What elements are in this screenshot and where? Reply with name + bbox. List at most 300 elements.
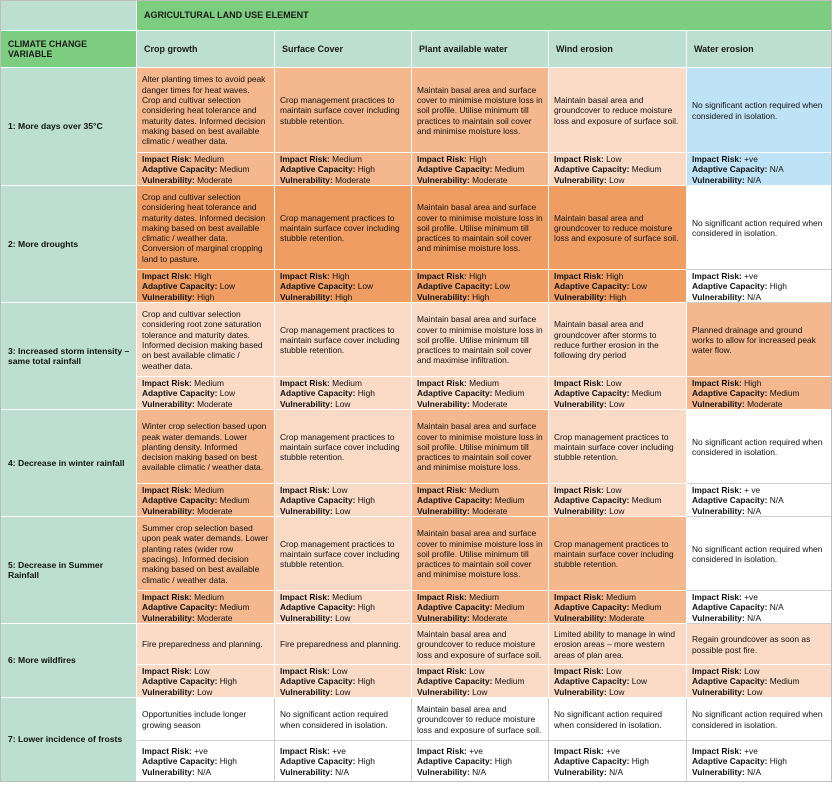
column-header-text: Water erosion [694, 43, 754, 54]
impact-risk-label: Impact Risk: [417, 746, 467, 757]
impact-risk-line [280, 154, 406, 164]
risk-rating-cell [687, 665, 832, 698]
corner-blank [0, 0, 137, 31]
impact-risk-label: Impact Risk: [692, 666, 742, 677]
adaptive-capacity-value: Low [631, 281, 648, 292]
impact-risk-line [142, 592, 269, 602]
adaptive-capacity-line [280, 164, 406, 174]
adaptation-action-cell [412, 698, 549, 741]
vulnerability-value: Moderate [609, 612, 645, 623]
adaptation-action-text: Maintain basal area and groundcover after storms to reduce further erosion in the following dry period [554, 319, 659, 361]
impact-risk-line [417, 378, 543, 388]
impact-risk-label: Impact Risk: [142, 271, 192, 282]
adaptive-capacity-label: Adaptive Capacity: [417, 388, 493, 399]
risk-rating-cell [549, 270, 687, 303]
vulnerability-line [280, 175, 406, 185]
vulnerability-value: N/A [747, 612, 762, 623]
adaptation-action-text: Alter planting times to avoid peak danger times for heat waves. Crop and cultivar selection considering heat tolerance and maturity dates. Informed decision making based on best available climatic / weather data. [142, 74, 266, 147]
adaptation-action-cell [549, 698, 687, 741]
vulnerability-value: Moderate [472, 174, 508, 185]
column-header [549, 31, 687, 68]
adaptive-capacity-line [417, 164, 543, 174]
adaptation-action-text: Crop management practices to maintain surface cover including stubble retention. [280, 212, 400, 244]
adaptive-capacity-line [692, 676, 826, 686]
adaptive-capacity-value: High [219, 676, 237, 687]
risk-rating-cell [275, 741, 412, 782]
impact-risk-label: Impact Risk: [280, 271, 330, 282]
vulnerability-line [280, 506, 406, 516]
adaptation-action-text: Crop management practices to maintain surface cover including stubble retention. [554, 431, 674, 463]
risk-rating-cell [412, 377, 549, 410]
adaptation-action-cell [412, 517, 549, 591]
adaptive-capacity-label: Adaptive Capacity: [417, 281, 493, 292]
risk-rating-cell [412, 591, 549, 624]
impact-risk-value: Low [606, 154, 622, 165]
climate-variable-cell [0, 624, 137, 698]
adaptation-action-text: Planned drainage and ground works to allow for increased peak water flow. [692, 324, 816, 356]
vulnerability-label: Vulnerability: [692, 398, 745, 409]
adaptive-capacity-label: Adaptive Capacity: [142, 164, 218, 175]
impact-risk-label: Impact Risk: [417, 154, 467, 165]
adaptive-capacity-label: Adaptive Capacity: [692, 164, 768, 175]
vulnerability-label: Vulnerability: [280, 766, 333, 777]
adaptive-capacity-line [692, 164, 826, 174]
adaptive-capacity-value: Medium [631, 602, 662, 613]
adaptation-action-cell [687, 68, 832, 153]
impact-risk-label: Impact Risk: [280, 746, 330, 757]
adaptive-capacity-line [554, 164, 681, 174]
impact-risk-line [554, 746, 681, 756]
adaptive-capacity-value: Medium [494, 602, 525, 613]
vulnerability-value: Low [747, 686, 763, 697]
impact-risk-line [554, 592, 681, 602]
vulnerability-label: Vulnerability: [554, 398, 607, 409]
variable-column-header-text: CLIMATE CHANGE VARIABLE [8, 38, 88, 59]
vulnerability-value: N/A [472, 766, 487, 777]
adaptation-action-text: Maintain basal area and surface cover to minimise moisture loss in soil profile. Utilise minimum till practices to maintain soil cover and minimise moisture loss. [417, 84, 543, 136]
adaptation-action-cell [549, 303, 687, 377]
risk-rating-cell [687, 484, 832, 517]
vulnerability-label: Vulnerability: [692, 612, 745, 623]
vulnerability-label: Vulnerability: [142, 505, 195, 516]
adaptation-action-cell [687, 186, 832, 270]
vulnerability-label: Vulnerability: [417, 505, 470, 516]
adaptive-capacity-line [142, 281, 269, 291]
adaptive-capacity-line [692, 756, 826, 766]
adaptive-capacity-value: High [357, 756, 375, 767]
impact-risk-line [417, 666, 543, 676]
vulnerability-value: Moderate [472, 398, 508, 409]
vulnerability-label: Vulnerability: [280, 686, 333, 697]
adaptive-capacity-line [280, 281, 406, 291]
vulnerability-value: High [335, 291, 353, 302]
impact-risk-value: +ve [744, 592, 758, 603]
impact-risk-line [692, 746, 826, 756]
adaptive-capacity-label: Adaptive Capacity: [692, 756, 768, 767]
column-header [137, 31, 275, 68]
impact-risk-label: Impact Risk: [554, 154, 604, 165]
adaptation-action-text: Crop and cultivar selection considering heat tolerance and maturity dates. Informed decision making based on best available climatic / weather data. Conversion of marginal cropping land to pasture. [142, 191, 266, 264]
adaptation-action-cell [275, 186, 412, 270]
adaptive-capacity-line [142, 388, 269, 398]
impact-risk-line [280, 592, 406, 602]
vulnerability-label: Vulnerability: [280, 505, 333, 516]
adaptation-action-cell [412, 410, 549, 484]
risk-rating-cell [137, 591, 275, 624]
adaptive-capacity-value: Low [357, 281, 374, 292]
adaptive-capacity-value: Low [494, 281, 511, 292]
vulnerability-label: Vulnerability: [554, 766, 607, 777]
adaptive-capacity-label: Adaptive Capacity: [554, 388, 630, 399]
impact-risk-label: Impact Risk: [280, 592, 330, 603]
vulnerability-value: Low [609, 398, 625, 409]
vulnerability-label: Vulnerability: [280, 174, 333, 185]
adaptive-capacity-value: High [219, 756, 237, 767]
adaptation-action-text: No significant action required when considered in isolation. [692, 709, 823, 730]
element-title-text: AGRICULTURAL LAND USE ELEMENT [144, 9, 309, 20]
vulnerability-line [142, 175, 269, 185]
adaptive-capacity-label: Adaptive Capacity: [554, 281, 630, 292]
risk-rating-cell [549, 484, 687, 517]
adaptation-action-cell [549, 410, 687, 484]
adaptive-capacity-line [280, 388, 406, 398]
vulnerability-line [554, 175, 681, 185]
risk-rating-cell [549, 665, 687, 698]
vulnerability-line [142, 506, 269, 516]
impact-risk-label: Impact Risk: [554, 592, 604, 603]
climate-variable-text: 5: Decrease in Summer Rainfall [8, 559, 104, 580]
adaptive-capacity-line [554, 676, 681, 686]
vulnerability-label: Vulnerability: [692, 174, 745, 185]
vulnerability-value: Low [335, 612, 351, 623]
risk-rating-cell [412, 484, 549, 517]
adaptive-capacity-label: Adaptive Capacity: [280, 281, 356, 292]
vulnerability-label: Vulnerability: [417, 398, 470, 409]
adaptive-capacity-value: Medium [219, 164, 250, 175]
adaptation-action-cell [687, 698, 832, 741]
adaptive-capacity-line [280, 676, 406, 686]
climate-variable-cell [0, 698, 137, 782]
adaptive-capacity-line [692, 281, 826, 291]
column-header [412, 31, 549, 68]
vulnerability-value: N/A [747, 505, 762, 516]
impact-risk-value: +ve [744, 746, 758, 757]
impact-risk-value: Medium [469, 592, 499, 603]
vulnerability-label: Vulnerability: [142, 612, 195, 623]
vulnerability-line [554, 399, 681, 409]
impact-risk-value: Low [744, 666, 760, 677]
adaptive-capacity-line [554, 602, 681, 612]
vulnerability-line [280, 399, 406, 409]
risk-rating-cell [275, 153, 412, 186]
adaptive-capacity-value: High [357, 495, 375, 506]
adaptation-action-cell [549, 186, 687, 270]
impact-risk-value: High [606, 271, 624, 282]
impact-risk-value: Low [332, 485, 348, 496]
climate-variable-text: 7: Lower incidence of frosts [8, 734, 123, 745]
impact-risk-line [142, 271, 269, 281]
vulnerability-value: Low [335, 398, 351, 409]
vulnerability-line [417, 292, 543, 302]
adaptive-capacity-label: Adaptive Capacity: [554, 495, 630, 506]
vulnerability-value: N/A [747, 291, 762, 302]
impact-risk-label: Impact Risk: [692, 746, 742, 757]
adaptation-action-text: No significant action required when considered in isolation. [692, 543, 823, 564]
adaptation-action-text: Summer crop selection based upon peak water demands. Lower planting rates (wider row spacings). Informed decision making based on best available climatic / weather data. [142, 523, 269, 585]
impact-risk-value: Medium [469, 485, 499, 496]
adaptive-capacity-line [280, 495, 406, 505]
vulnerability-label: Vulnerability: [692, 766, 745, 777]
adaptation-action-cell [549, 517, 687, 591]
risk-rating-cell [549, 741, 687, 782]
adaptive-capacity-label: Adaptive Capacity: [554, 756, 630, 767]
adaptation-action-text: Winter crop selection based upon peak water demands. Lower planting density. Informed decision making based on best available climatic / weather data. [142, 421, 267, 473]
vulnerability-label: Vulnerability: [417, 291, 470, 302]
impact-risk-label: Impact Risk: [142, 746, 192, 757]
risk-rating-cell [137, 741, 275, 782]
impact-risk-line [142, 154, 269, 164]
vulnerability-label: Vulnerability: [554, 686, 607, 697]
vulnerability-value: N/A [747, 174, 762, 185]
impact-risk-label: Impact Risk: [280, 666, 330, 677]
adaptive-capacity-line [692, 495, 826, 505]
adaptive-capacity-value: High [357, 388, 375, 399]
impact-risk-line [692, 666, 826, 676]
impact-risk-value: High [332, 271, 350, 282]
impact-risk-value: Medium [332, 154, 362, 165]
adaptation-action-cell [275, 303, 412, 377]
adaptive-capacity-line [554, 388, 681, 398]
vulnerability-value: High [609, 291, 627, 302]
adaptation-action-cell [275, 517, 412, 591]
risk-rating-cell [137, 377, 275, 410]
impact-risk-line [554, 666, 681, 676]
adaptation-action-text: Maintain basal area and surface cover to minimise moisture loss in soil profile. Utilise minimum till practices to maintain soil cover and maximise infiltration. [417, 314, 543, 366]
adaptation-action-cell [687, 517, 832, 591]
adaptive-capacity-label: Adaptive Capacity: [692, 388, 768, 399]
adaptation-action-text: Maintain basal area and surface cover to minimise moisture loss in soil profile. Utilise minimum till practices to maintain soil cover and minimise moisture loss. [417, 528, 543, 580]
vulnerability-label: Vulnerability: [280, 612, 333, 623]
impact-risk-line [280, 271, 406, 281]
impact-risk-label: Impact Risk: [142, 154, 192, 165]
impact-risk-line [417, 746, 543, 756]
vulnerability-label: Vulnerability: [142, 686, 195, 697]
vulnerability-value: N/A [747, 766, 762, 777]
vulnerability-value: Low [609, 505, 625, 516]
impact-risk-value: Medium [606, 592, 636, 603]
impact-risk-value: +ve [469, 746, 483, 757]
adaptation-action-cell [412, 68, 549, 153]
adaptive-capacity-value: Low [219, 281, 236, 292]
vulnerability-label: Vulnerability: [554, 612, 607, 623]
risk-rating-cell [549, 377, 687, 410]
impact-risk-label: Impact Risk: [142, 592, 192, 603]
vulnerability-value: High [472, 291, 490, 302]
column-header-text: Wind erosion [556, 43, 613, 54]
impact-risk-value: Medium [194, 592, 224, 603]
vulnerability-label: Vulnerability: [692, 505, 745, 516]
impact-risk-value: Low [606, 666, 622, 677]
impact-risk-line [692, 485, 826, 495]
adaptation-action-cell [412, 303, 549, 377]
column-header [687, 31, 832, 68]
vulnerability-value: N/A [197, 766, 212, 777]
vulnerability-label: Vulnerability: [280, 398, 333, 409]
adaptive-capacity-label: Adaptive Capacity: [280, 756, 356, 767]
adaptive-capacity-value: Low [631, 676, 648, 687]
impact-risk-line [554, 378, 681, 388]
climate-variable-cell [0, 410, 137, 517]
adaptive-capacity-value: High [357, 602, 375, 613]
adaptation-action-cell [687, 303, 832, 377]
adaptive-capacity-label: Adaptive Capacity: [417, 495, 493, 506]
adaptive-capacity-value: Medium [494, 495, 525, 506]
impact-risk-label: Impact Risk: [142, 666, 192, 677]
impact-risk-value: +ve [606, 746, 620, 757]
climate-variable-text: 1: More days over 35°C [8, 121, 103, 132]
adaptive-capacity-value: Medium [631, 164, 662, 175]
impact-risk-value: High [744, 378, 762, 389]
impact-risk-label: Impact Risk: [692, 271, 742, 282]
impact-risk-value: Low [332, 666, 348, 677]
vulnerability-line [692, 767, 826, 777]
adaptive-capacity-label: Adaptive Capacity: [417, 756, 493, 767]
adaptation-action-text: Maintain basal area and groundcover to reduce moisture loss and exposure of surface soil. [554, 212, 679, 244]
vulnerability-value: High [197, 291, 215, 302]
climate-variable-cell [0, 68, 137, 186]
adaptive-capacity-line [692, 388, 826, 398]
impact-risk-label: Impact Risk: [280, 378, 330, 389]
vulnerability-line [692, 687, 826, 697]
vulnerability-value: Low [335, 505, 351, 516]
adaptive-capacity-value: High [769, 756, 787, 767]
risk-rating-cell [412, 665, 549, 698]
adaptation-action-cell [137, 303, 275, 377]
impact-risk-label: Impact Risk: [417, 666, 467, 677]
vulnerability-line [417, 767, 543, 777]
vulnerability-value: Moderate [472, 612, 508, 623]
risk-rating-cell [137, 665, 275, 698]
vulnerability-value: Moderate [197, 174, 233, 185]
vulnerability-label: Vulnerability: [417, 686, 470, 697]
vulnerability-line [280, 687, 406, 697]
vulnerability-line [692, 613, 826, 623]
adaptive-capacity-label: Adaptive Capacity: [280, 676, 356, 687]
adaptive-capacity-label: Adaptive Capacity: [142, 676, 218, 687]
adaptive-capacity-line [417, 388, 543, 398]
impact-risk-line [692, 592, 826, 602]
risk-rating-cell [137, 484, 275, 517]
adaptive-capacity-line [142, 756, 269, 766]
impact-risk-line [280, 378, 406, 388]
impact-risk-line [554, 485, 681, 495]
vulnerability-line [692, 175, 826, 185]
impact-risk-label: Impact Risk: [692, 378, 742, 389]
risk-rating-cell [275, 377, 412, 410]
vulnerability-line [142, 687, 269, 697]
vulnerability-label: Vulnerability: [554, 291, 607, 302]
adaptive-capacity-value: High [494, 756, 512, 767]
adaptation-action-text: Fire preparedness and planning. [142, 639, 263, 650]
vulnerability-line [417, 175, 543, 185]
adaptation-action-text: Crop management practices to maintain surface cover including stubble retention. [280, 324, 400, 356]
column-header-text: Crop growth [144, 43, 198, 54]
impact-risk-line [280, 666, 406, 676]
adaptive-capacity-label: Adaptive Capacity: [692, 281, 768, 292]
adaptive-capacity-label: Adaptive Capacity: [142, 495, 218, 506]
adaptive-capacity-value: N/A [769, 164, 784, 175]
risk-rating-cell [687, 591, 832, 624]
impact-risk-value: High [469, 271, 487, 282]
vulnerability-value: Moderate [197, 505, 233, 516]
adaptation-action-cell [275, 68, 412, 153]
adaptation-action-cell [137, 410, 275, 484]
vulnerability-label: Vulnerability: [554, 505, 607, 516]
adaptation-action-text: Regain groundcover as soon as possible post fire. [692, 634, 811, 655]
adaptive-capacity-label: Adaptive Capacity: [280, 495, 356, 506]
impact-risk-line [692, 271, 826, 281]
adaptation-action-text: Maintain basal area and surface cover to minimise moisture loss in soil profile. Utilise minimum till practices to maintain soil cover and minimise moisture loss. [417, 202, 543, 254]
impact-risk-value: Medium [194, 154, 224, 165]
vulnerability-value: N/A [335, 766, 350, 777]
vulnerability-label: Vulnerability: [417, 612, 470, 623]
vulnerability-label: Vulnerability: [692, 686, 745, 697]
impact-risk-label: Impact Risk: [417, 378, 467, 389]
adaptive-capacity-value: N/A [769, 495, 784, 506]
adaptive-capacity-label: Adaptive Capacity: [417, 164, 493, 175]
vulnerability-line [417, 687, 543, 697]
climate-variable-text: 3: Increased storm intensity – same total rainfall [8, 345, 130, 366]
vulnerability-line [417, 399, 543, 409]
adaptive-capacity-value: Medium [631, 388, 662, 399]
adaptive-capacity-line [417, 676, 543, 686]
vulnerability-value: Moderate [747, 398, 783, 409]
climate-variable-text: 2: More droughts [8, 238, 79, 249]
adaptive-capacity-label: Adaptive Capacity: [280, 164, 356, 175]
impact-risk-label: Impact Risk: [142, 485, 192, 496]
impact-risk-line [280, 485, 406, 495]
adaptation-action-text: No significant action required when considered in isolation. [280, 709, 389, 730]
vulnerability-line [692, 399, 826, 409]
adaptation-action-text: Crop and cultivar selection considering root zone saturation tolerance and maturity dates. Informed decision making based on best available climatic / weather data. [142, 309, 263, 371]
risk-rating-cell [275, 270, 412, 303]
vulnerability-line [554, 687, 681, 697]
vulnerability-label: Vulnerability: [280, 291, 333, 302]
vulnerability-line [554, 767, 681, 777]
vulnerability-line [554, 506, 681, 516]
impact-risk-label: Impact Risk: [417, 271, 467, 282]
impact-risk-value: High [469, 154, 487, 165]
risk-rating-cell [412, 270, 549, 303]
vulnerability-line [692, 506, 826, 516]
adaptation-action-text: Opportunities include longer growing season [142, 709, 247, 730]
adaptive-capacity-line [142, 676, 269, 686]
adaptive-capacity-label: Adaptive Capacity: [417, 602, 493, 613]
risk-rating-cell [412, 153, 549, 186]
adaptation-action-text: No significant action required when considered in isolation. [692, 100, 823, 121]
adaptation-action-cell [412, 624, 549, 665]
adaptive-capacity-line [280, 756, 406, 766]
adaptation-action-cell [137, 624, 275, 665]
adaptive-capacity-label: Adaptive Capacity: [554, 676, 630, 687]
adaptive-capacity-line [142, 495, 269, 505]
impact-risk-value: +ve [332, 746, 346, 757]
climate-variable-text: 4: Decrease in winter rainfall [8, 457, 125, 468]
risk-rating-cell [275, 591, 412, 624]
risk-rating-cell [137, 153, 275, 186]
column-header-text: Plant available water [419, 43, 508, 54]
impact-risk-line [142, 378, 269, 388]
